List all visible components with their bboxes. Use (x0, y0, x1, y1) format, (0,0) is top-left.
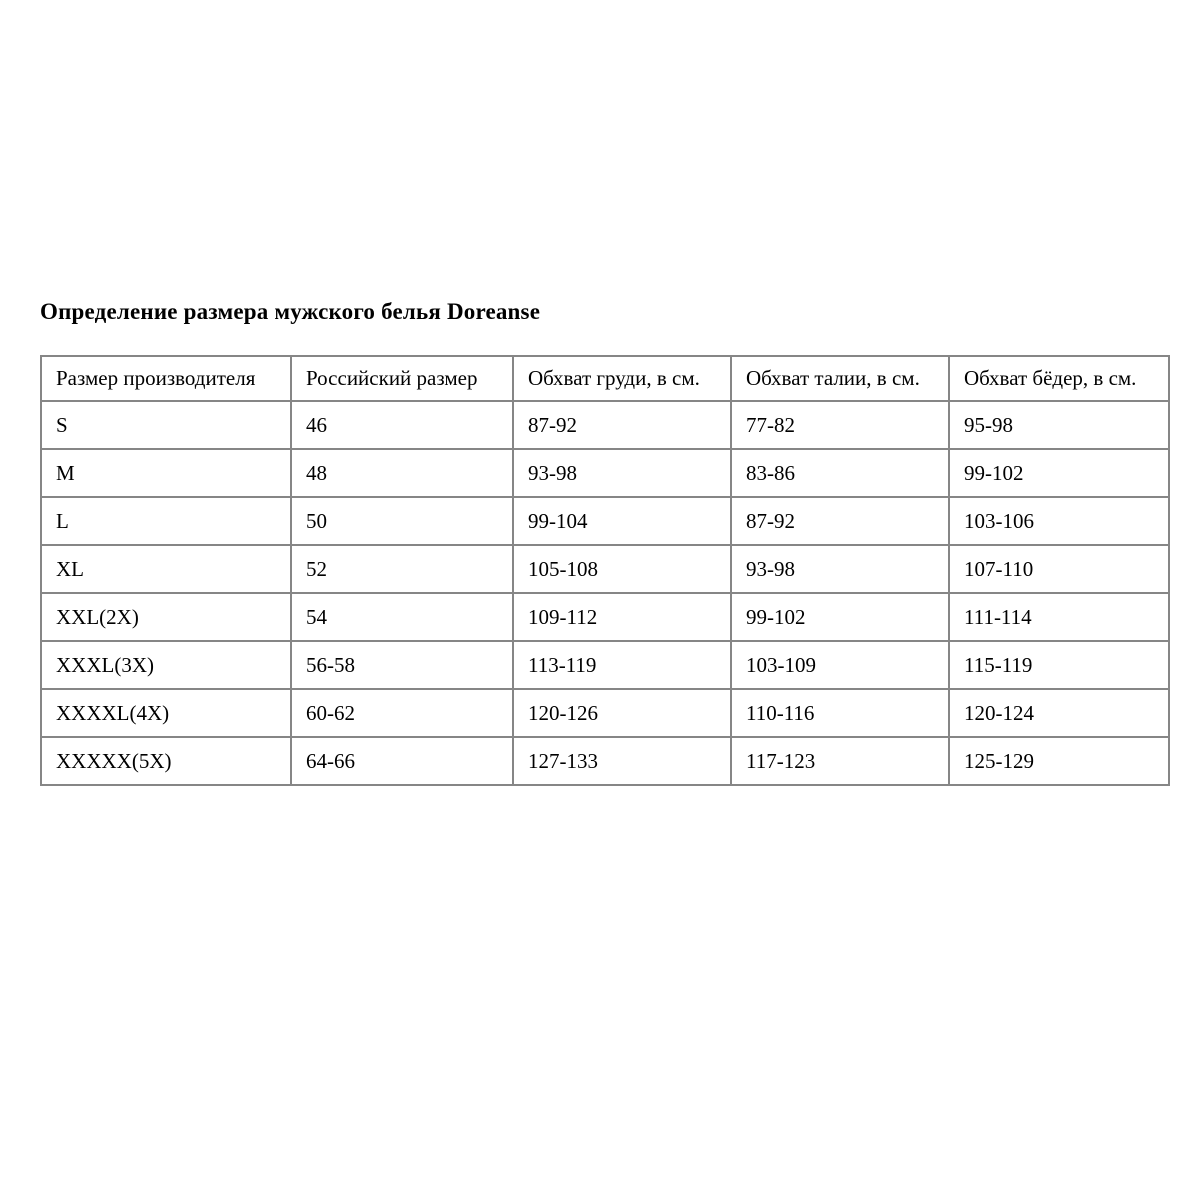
header-row (41, 356, 1169, 401)
column-header-hips: Обхват бёдер, в см. (949, 356, 1169, 401)
table-cell: 93-98 (731, 545, 949, 593)
table-cell: 111-114 (949, 593, 1169, 641)
table-cell: L (41, 497, 291, 545)
table-cell: XXXL(3X) (41, 641, 291, 689)
table-cell: XXL(2X) (41, 593, 291, 641)
table-cell: 120-126 (513, 689, 731, 737)
table-row (41, 737, 1169, 785)
table-row (41, 641, 1169, 689)
table-cell: 60-62 (291, 689, 513, 737)
table-cell: 50 (291, 497, 513, 545)
table-cell: 109-112 (513, 593, 731, 641)
table-cell: 54 (291, 593, 513, 641)
table-cell: 120-124 (949, 689, 1169, 737)
table-cell: 95-98 (949, 401, 1169, 449)
table-cell: 103-109 (731, 641, 949, 689)
table-row (41, 545, 1169, 593)
size-chart-table (40, 355, 1170, 786)
table-cell: 87-92 (513, 401, 731, 449)
page-title: Определение размера мужского белья Doreanse (40, 299, 541, 324)
column-header-russian-size: Российский размер (291, 356, 513, 401)
table-cell: S (41, 401, 291, 449)
table-cell: 77-82 (731, 401, 949, 449)
table-cell: 93-98 (513, 449, 731, 497)
table-cell: XXXXL(4X) (41, 689, 291, 737)
table-cell: 64-66 (291, 737, 513, 785)
table-cell: 56-58 (291, 641, 513, 689)
table-cell: 99-102 (731, 593, 949, 641)
table-cell: 87-92 (731, 497, 949, 545)
column-header-manufacturer-size: Размер производителя (41, 356, 291, 401)
table-row (41, 449, 1169, 497)
table-cell: 105-108 (513, 545, 731, 593)
table-cell: 46 (291, 401, 513, 449)
table-cell: M (41, 449, 291, 497)
table-cell: 115-119 (949, 641, 1169, 689)
column-header-waist: Обхват талии, в см. (731, 356, 949, 401)
table-row (41, 689, 1169, 737)
table-cell: 110-116 (731, 689, 949, 737)
table-cell: 107-110 (949, 545, 1169, 593)
table-cell: 99-104 (513, 497, 731, 545)
table-cell: 83-86 (731, 449, 949, 497)
table-cell: 127-133 (513, 737, 731, 785)
table-cell: 113-119 (513, 641, 731, 689)
table-cell: 125-129 (949, 737, 1169, 785)
table-row (41, 593, 1169, 641)
table-cell: 103-106 (949, 497, 1169, 545)
table-cell: 99-102 (949, 449, 1169, 497)
table-row (41, 497, 1169, 545)
table-cell: 52 (291, 545, 513, 593)
table-cell: 117-123 (731, 737, 949, 785)
table-row (41, 401, 1169, 449)
table-cell: 48 (291, 449, 513, 497)
column-header-chest: Обхват груди, в см. (513, 356, 731, 401)
table-cell: XXXXX(5X) (41, 737, 291, 785)
table-cell: XL (41, 545, 291, 593)
